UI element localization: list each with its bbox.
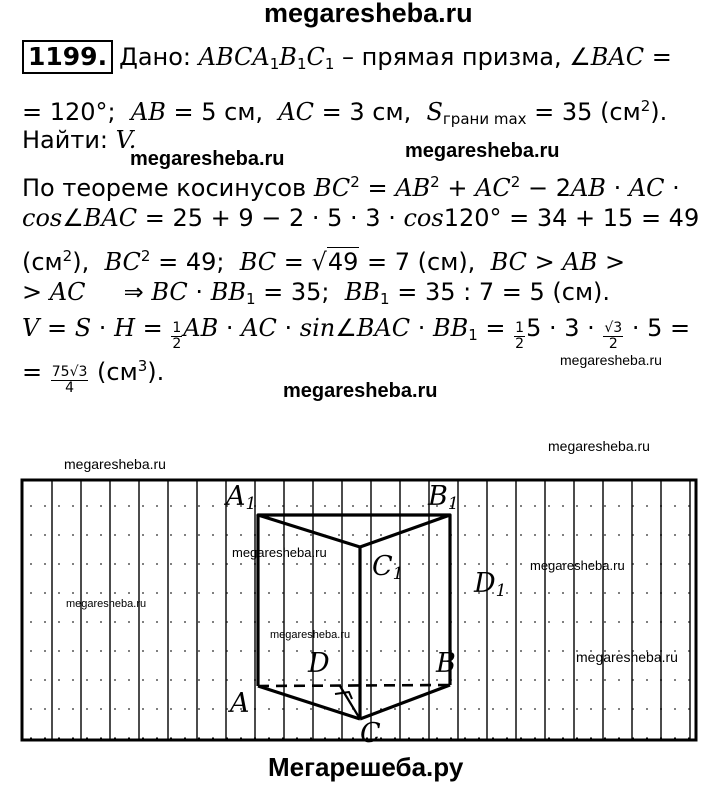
- solution-line-9: = $\frac{75√3}{4}$ $(см^3)$.: [22, 357, 165, 396]
- solution-line-6: $(см^2)$, $BC^2 = 49$; BC = √49 = 7 (см), BC > AB >: [22, 247, 626, 276]
- solution-line-8: V = S · H = $\frac{1}{2}$ AB · AC · sin∠BAC · $BB_1$ = $\frac{1}{2}$ 5 · 3 · $\frac{√3}{2}$ · 5 =: [22, 314, 691, 352]
- label-A: A: [230, 688, 250, 719]
- right-angle-mark: [335, 692, 352, 699]
- label-C: C: [360, 718, 381, 749]
- problem-number: 1199.: [22, 40, 113, 74]
- find-value: V.: [115, 126, 137, 154]
- watermark-center: megaresheba.ru: [283, 380, 438, 402]
- solution-line-7: > AC ⇒ BC · $BB_1 = 35$; $BB_1 = 35$ : 7 = 5 (см).: [22, 278, 611, 308]
- label-B: B: [436, 648, 456, 679]
- label-D: D: [308, 648, 330, 679]
- edge-AC: [258, 686, 360, 719]
- label-D1: $D_1$: [474, 568, 507, 601]
- label-A1: $A_1$: [226, 481, 257, 514]
- label-B1: $B_1$: [428, 481, 459, 514]
- solution-line-2: = 120°; AB = 5 см, AC = 3 см, $S_{грани max} = 35$ $(см^2)$.: [22, 97, 668, 128]
- watermark-mid-1: megaresheba.ru: [130, 148, 285, 170]
- given-label: Дано:: [119, 43, 191, 71]
- watermark-grid-3: megaresheba.ru: [232, 545, 327, 560]
- watermark-small-1: megaresheba.ru: [560, 352, 662, 368]
- top-face: [258, 515, 450, 547]
- watermark-grid-6: megaresheba.ru: [270, 629, 351, 641]
- watermark-grid-5: megaresheba.ru: [66, 598, 147, 610]
- watermark-mid-2: megaresheba.ru: [405, 140, 560, 162]
- label-C1: $C_1$: [372, 551, 404, 584]
- watermark-footer: Мегарешеба.ру: [268, 752, 464, 782]
- watermark-grid-4: megaresheba.ru: [530, 558, 625, 573]
- watermark-grid-2: megaresheba.ru: [64, 456, 166, 472]
- find-label: Найти:: [22, 126, 109, 154]
- watermark-grid-7: megaresheba.ru: [576, 649, 678, 665]
- watermark-grid-1: megaresheba.ru: [548, 438, 650, 454]
- solution-line-1: 1199. Дано: $ABCA_1B_1C_1$ – прямая призма, ∠BAC =: [22, 40, 672, 78]
- edge-CB: [360, 685, 450, 719]
- solution-line-4: По теореме косинусов $BC^2 = AB^2 + AC^2 - 2AB$ · AC ·: [22, 173, 680, 202]
- edge-AB-hidden: [258, 685, 450, 686]
- watermark-top: megaresheba.ru: [264, 0, 473, 28]
- solution-line-5: cos∠BAC = 25 + 9 − 2 · 5 · 3 · cos120° = 34 + 15 = 49: [22, 204, 700, 232]
